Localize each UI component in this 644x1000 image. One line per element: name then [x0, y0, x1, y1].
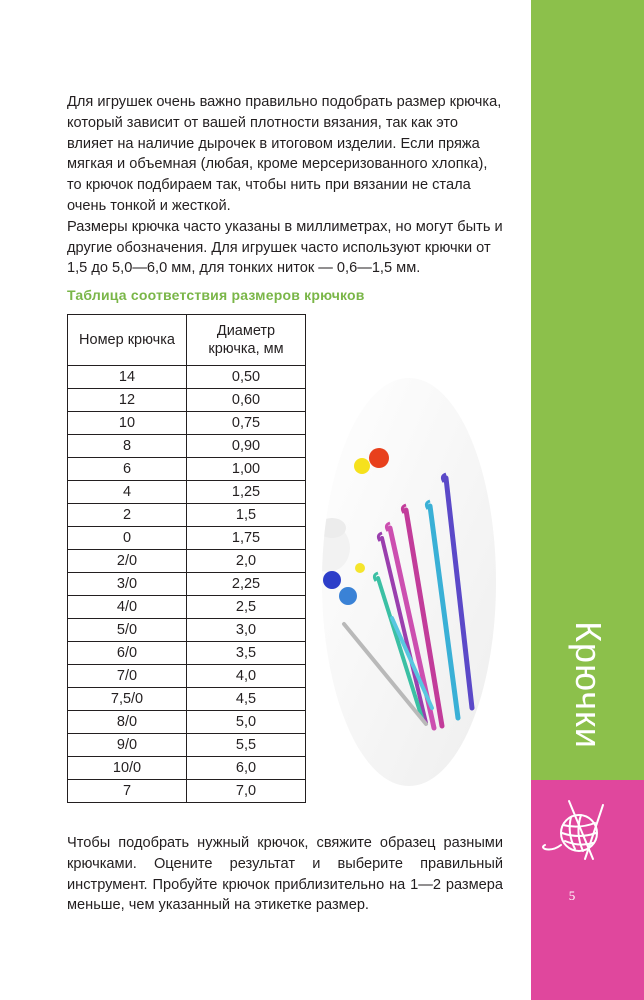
- section-label-text: Крючки: [567, 621, 609, 749]
- outro-text: Чтобы подобрать нужный крючок, свяжите образец разными крючками. Оцените результат и выберите правильный инструмент. Пробуйте крючок приблизительно на 1—2 размера меньше, чем указанный на этикетке размер.: [67, 835, 503, 914]
- hook-number-cell: 5/0: [68, 619, 187, 642]
- lightblue-pompom: [339, 587, 357, 605]
- table-row: [68, 757, 306, 780]
- table-row: [68, 504, 306, 527]
- hook-number-cell: 0: [68, 527, 187, 550]
- hook-number-cell: 4: [68, 481, 187, 504]
- hook-diameter-cell: 2,5: [187, 596, 306, 619]
- table-row: [68, 481, 306, 504]
- table-row: [68, 366, 306, 389]
- hook-diameter-cell: 0,60: [187, 389, 306, 412]
- hook-number-cell: 14: [68, 366, 187, 389]
- table-row: [68, 389, 306, 412]
- hook-number-cell: 6: [68, 458, 187, 481]
- hook-number-cell: 8/0: [68, 711, 187, 734]
- hook-diameter-cell: 5,5: [187, 734, 306, 757]
- table-row: [68, 412, 306, 435]
- hook-diameter-cell: 4,0: [187, 665, 306, 688]
- hook-diameter-cell: 2,25: [187, 573, 306, 596]
- hook-diameter-cell: 7,0: [187, 780, 306, 803]
- hook-number-cell: 2/0: [68, 550, 187, 573]
- table-row: [68, 619, 306, 642]
- table-row: [68, 550, 306, 573]
- intro-paragraph-2: Размеры крючка часто указаны в миллиметрах, но могут быть и другие обозначения. Для игрушек часто используют крючки от 1,5 до 5,0—6,0 мм, для тонких ниток — 0,6—1,5 мм.: [67, 218, 503, 277]
- hook-diameter-cell: 5,0: [187, 711, 306, 734]
- table-row: [68, 527, 306, 550]
- header-hook-number: Номер крючка: [68, 315, 187, 366]
- hook-number-cell: 7: [68, 780, 187, 803]
- hook-number-cell: 7,5/0: [68, 688, 187, 711]
- table-row: [68, 458, 306, 481]
- crochet-hooks-illustration: [322, 378, 496, 786]
- header-diameter-line1: Диаметр: [216, 323, 276, 339]
- hook-number-cell: 10/0: [68, 757, 187, 780]
- yellow-pompom: [354, 458, 370, 474]
- hook-diameter-cell: 0,90: [187, 435, 306, 458]
- hook-number-cell: 7/0: [68, 665, 187, 688]
- hook-diameter-cell: 3,0: [187, 619, 306, 642]
- intro-paragraph-1: Для игрушек очень важно правильно подобрать размер крючка, который зависит от вашей плотности вязания, так как это влияет на наличие дырочек в итоговом изделии. Если пряжа мягкая и объемная (любая, кроме мерсеризованного хлопка), то крючок подбираем так, чтобы нить при вязании не стала очень тонкой и жесткой.: [67, 94, 502, 214]
- hook-diameter-cell: 1,75: [187, 527, 306, 550]
- table-body: [68, 366, 306, 803]
- hook-diameter-cell: 1,5: [187, 504, 306, 527]
- hook-number-cell: 8: [68, 435, 187, 458]
- table-row: [68, 596, 306, 619]
- section-label: [531, 600, 644, 770]
- orange-pompom: [369, 448, 389, 468]
- table-row: [68, 435, 306, 458]
- hook-diameter-cell: 4,5: [187, 688, 306, 711]
- table-row: [68, 665, 306, 688]
- header-diameter-line2: крючка, мм: [208, 341, 284, 357]
- header-hook-diameter: [187, 315, 306, 366]
- hook-diameter-cell: 0,75: [187, 412, 306, 435]
- intro-text: [67, 92, 503, 279]
- hook-number-cell: 2: [68, 504, 187, 527]
- table-row: [68, 688, 306, 711]
- hook-number-cell: 9/0: [68, 734, 187, 757]
- hook-number-cell: 12: [68, 389, 187, 412]
- hook-diameter-cell: 1,25: [187, 481, 306, 504]
- hook-diameter-cell: 2,0: [187, 550, 306, 573]
- hook-diameter-cell: 1,00: [187, 458, 306, 481]
- table-title: Таблица соответствия размеров крючков: [67, 287, 365, 303]
- yarn-ball-icon: [541, 795, 613, 865]
- blue-pompom: [323, 571, 341, 589]
- hook-diameter-cell: 3,5: [187, 642, 306, 665]
- hook-diameter-cell: 0,50: [187, 366, 306, 389]
- table-row: [68, 711, 306, 734]
- hook-number-cell: 3/0: [68, 573, 187, 596]
- hook-diameter-cell: 6,0: [187, 757, 306, 780]
- table-row: [68, 573, 306, 596]
- hook-number-cell: 4/0: [68, 596, 187, 619]
- hook-number-cell: 10: [68, 412, 187, 435]
- table-row: [68, 734, 306, 757]
- hook-number-cell: 6/0: [68, 642, 187, 665]
- hook-size-table: [67, 314, 306, 803]
- table-row: [68, 780, 306, 803]
- table-header-row: [68, 315, 306, 366]
- table-row: [68, 642, 306, 665]
- crochet-hooks-photo: [322, 378, 496, 786]
- page-number: 5: [568, 888, 576, 903]
